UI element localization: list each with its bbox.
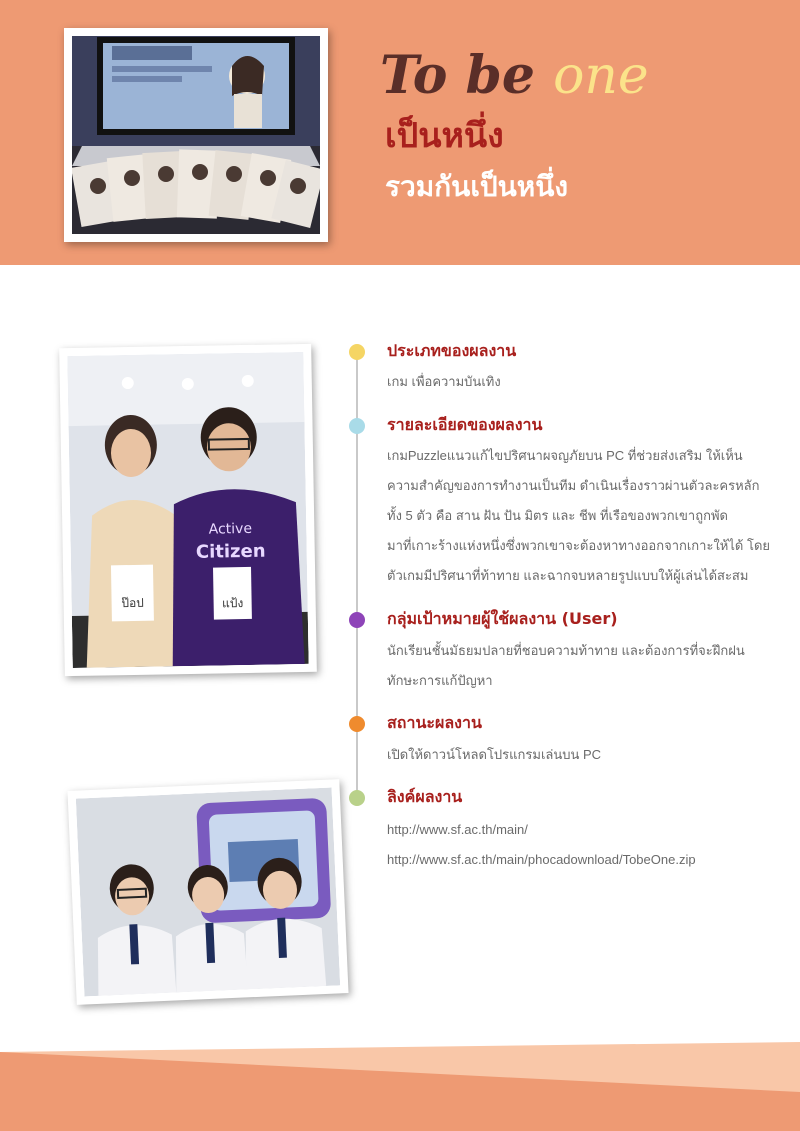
name-tag-left-rect	[111, 565, 154, 622]
section-body-status	[387, 740, 772, 770]
section-line: เปิดให้ดาวน์โหลดโปรแกรมเล่นบน PC	[387, 747, 602, 762]
section-title-target-users: กลุ่มเป้าหมายผู้ใช้ผลงาน (User)	[387, 609, 618, 628]
work-link-download[interactable]: http://www.sf.ac.th/main/phocadownload/TobeOne.zip	[387, 852, 696, 867]
section-line: เกมPuzzleแนวแก้ไขปริศนาผจญภัยบน PC ที่ช่วยส่งเสริม ให้เห็น	[387, 448, 743, 463]
section-title-details: รายละเอียดของผลงาน	[387, 415, 543, 434]
section-line: ทั้ง 5 ตัว คือ สาน ฝัน ปัน มิตร และ ชีพ ที่เรือของพวกเขาถูกพัด	[387, 508, 728, 523]
section-line: มาที่เกาะร้างแห่งหนึ่งซึ่งพวกเขาจะต้องหาทางออกจากเกาะให้ได้ โดย	[387, 538, 771, 553]
name-tag-right: แป้ง	[221, 596, 244, 611]
footer-wave	[0, 1030, 800, 1131]
section-title-status: สถานะผลงาน	[387, 713, 482, 732]
section-body-type	[387, 367, 772, 397]
timeline-dot-target-users	[349, 612, 365, 628]
three-students-illustration	[76, 788, 340, 997]
title-english-part1: To be	[380, 45, 535, 106]
title-english	[380, 44, 649, 108]
photo-image	[67, 352, 308, 668]
work-link-main[interactable]: http://www.sf.ac.th/main/	[387, 822, 528, 837]
photo-image	[76, 788, 340, 997]
section-line: ทักษะการแก้ปัญหา	[387, 673, 493, 688]
section-line: นักเรียนชั้นมัธยมปลายที่ชอบความท้าทาย และต้องการที่จะฝึกฝน	[387, 643, 745, 658]
subtitle-thai: รวมกันเป็นหนึ่ง	[385, 170, 569, 203]
section-body-links	[387, 815, 772, 875]
two-students-photo	[59, 344, 317, 676]
section-line: เกม เพื่อความบันเทิง	[387, 374, 501, 389]
timeline-dot-details	[349, 418, 365, 434]
timeline-dot-links	[349, 790, 365, 806]
shirt-text-citizen: Citizen	[195, 540, 266, 563]
name-tag-right-rect	[213, 567, 252, 620]
section-title-type: ประเภทของผลงาน	[387, 341, 517, 360]
section-line: ความสำคัญของการทำงานเป็นทีม ดำเนินเรื่องราวผ่านตัวละครหลัก	[387, 478, 760, 493]
section-body-target-users	[387, 636, 772, 696]
name-tag-left: ป๊อป	[121, 595, 144, 611]
section-line: ตัวเกมมีปริศนาที่ท้าทาย และฉากจบหลายรูปแบบให้ผู้เล่นได้สะสม	[387, 568, 749, 583]
section-title-links: ลิงค์ผลงาน	[387, 787, 463, 806]
three-students-photo	[67, 779, 348, 1005]
section-body-details	[387, 441, 772, 591]
timeline-dot-type	[349, 344, 365, 360]
title-english-part2: one	[553, 46, 649, 106]
laptop-and-game-booklets-photo	[64, 28, 328, 242]
photo-image	[72, 36, 320, 234]
two-students-illustration	[67, 352, 308, 668]
timeline-dot-status	[349, 716, 365, 732]
title-thai: เป็นหนึ่ง	[385, 116, 504, 156]
shirt-text-active: Active	[208, 520, 253, 538]
laptop-illustration	[72, 36, 320, 234]
